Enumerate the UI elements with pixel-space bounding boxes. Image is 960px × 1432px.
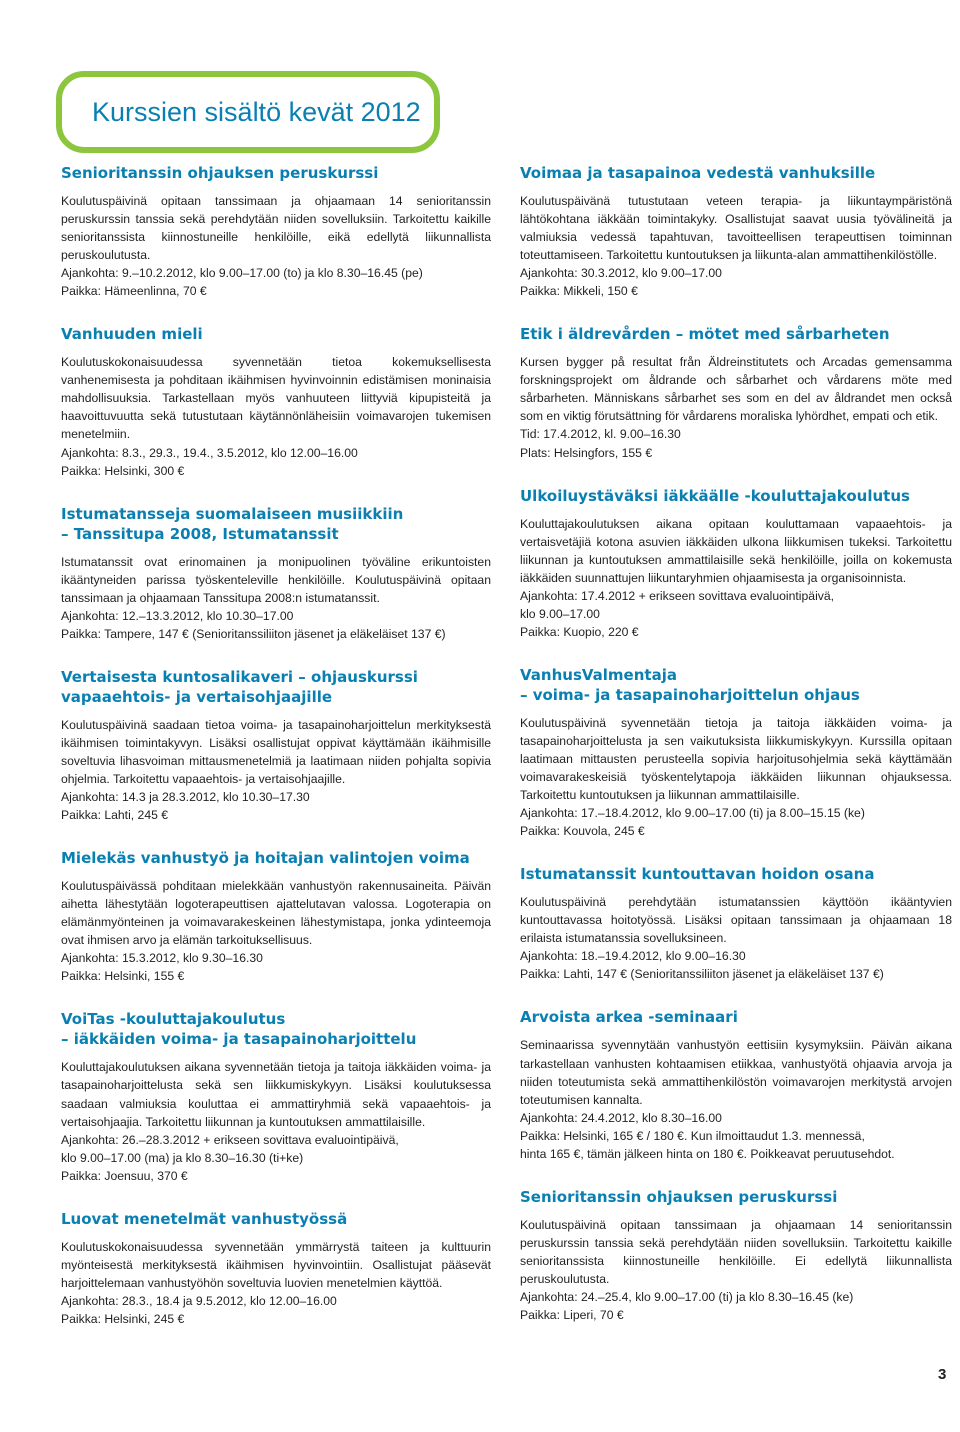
course-heading-line: – voima- ja tasapainoharjoittelun ohjaus bbox=[520, 685, 860, 704]
course-heading bbox=[520, 864, 952, 884]
course-heading-line: Etik i äldrevården – mötet med sårbarheten bbox=[520, 325, 890, 344]
title-box bbox=[56, 71, 440, 153]
course-section bbox=[520, 163, 952, 300]
course-description: Koulutuspäivinä saadaan tietoa voima- ja tasapainoharjoittelun merkityksestä ikäihmisen toimintakyvyn. Lisäksi osallistujat oppivat käyttämään ikäihmisille soveltuvia lihasvoiman mittausmenetelmiä ja laatimaan niiden pohjalta sopivia ohjelmia. Tarkoitettu vapaaehtois- ja vertaisohjaajille. bbox=[61, 717, 491, 786]
course-detail: Paikka: Hämeenlinna, 70 € bbox=[61, 284, 207, 299]
course-section bbox=[520, 1007, 952, 1162]
course-heading-line: Senioritanssin ohjauksen peruskurssi bbox=[61, 164, 379, 182]
page-title: Kurssien sisältö kevät 2012 bbox=[92, 97, 421, 127]
course-detail: Ajankohta: 24.4.2012, klo 8.30–16.00 bbox=[520, 1110, 722, 1125]
course-heading bbox=[61, 667, 491, 707]
course-heading bbox=[520, 1007, 952, 1027]
course-detail: Ajankohta: 8.3., 29.3., 19.4., 3.5.2012, klo 12.00–16.00 bbox=[61, 445, 358, 460]
course-heading bbox=[61, 504, 491, 544]
course-heading bbox=[61, 324, 491, 344]
course-detail: Ajankohta: 9.–10.2.2012, klo 9.00–17.00 (to) ja klo 8.30–16.45 (pe) bbox=[61, 266, 423, 281]
course-section bbox=[61, 324, 491, 479]
course-section bbox=[61, 504, 491, 643]
course-detail: Paikka: Liperi, 70 € bbox=[520, 1308, 624, 1323]
course-heading-line: Ulkoiluystäväksi iäkkäälle -kouluttajakoulutus bbox=[520, 486, 910, 505]
course-detail: Paikka: Helsinki, 245 € bbox=[61, 1311, 185, 1326]
course-detail: Paikka: Lahti, 245 € bbox=[61, 808, 169, 823]
course-heading-line: Vertaisesta kuntosalikaveri – ohjauskurssi bbox=[61, 667, 418, 686]
course-detail: Ajankohta: 26.–28.3.2012 + erikseen sovittava evaluointipäivä, bbox=[61, 1132, 399, 1147]
course-detail: Ajankohta: 30.3.2012, klo 9.00–17.00 bbox=[520, 266, 722, 281]
course-section bbox=[520, 324, 952, 461]
course-description: Koulutuspäivinä syvennetään tietoja ja taitoja iäkkäiden voima- ja tasapainoharjoittelusta ja sen vaikutuksista liikkumiskykyyn. Kurssilla opitaan laatimaan mittausten perusteella sopivia harjoitusohjelmia sekä käyttämään voimavarakeskeisiä työskentelytapoja iäkkäiden liikunnan ohjauksessa. Tarkoitettu kuntoutuksen ja liikunnan ammattilaisille. bbox=[520, 715, 952, 803]
course-section bbox=[520, 665, 952, 840]
course-heading bbox=[520, 665, 952, 705]
course-heading bbox=[61, 1009, 491, 1049]
course-detail: Paikka: Lahti, 147 € (Senioritanssiliiton jäsenet ja eläkeläiset 137 €) bbox=[520, 967, 884, 982]
course-detail: Paikka: Joensuu, 370 € bbox=[61, 1168, 188, 1183]
course-detail: Ajankohta: 18.–19.4.2012, klo 9.00–16.30 bbox=[520, 949, 746, 964]
course-detail: Ajankohta: 28.3., 18.4 ja 9.5.2012, klo 12.00–16.00 bbox=[61, 1293, 337, 1308]
course-heading-line: Istumatansseja suomalaiseen musiikkiin bbox=[61, 504, 404, 523]
course-detail: Paikka: Helsinki, 300 € bbox=[61, 463, 185, 478]
course-section bbox=[520, 864, 952, 983]
course-section bbox=[61, 1209, 491, 1328]
course-section bbox=[520, 1187, 952, 1324]
course-heading-line: vapaaehtois- ja vertaisohjaajille bbox=[61, 687, 333, 706]
course-description: Koulutuskokonaisuudessa syvennetään tietoa kokemuksellisesta vanhenemisesta ja pohditaan ikäihmisen hyvinvoinnin edistämisen moninaisia mahdollisuuksia. Tarkastellaan myös vanhuuteen liittyviä kipupisteitä ja haavoittuvuutta sekä tutustutaan käytännönläheisiin voimavarojen tukemisen menetelmiin. bbox=[61, 355, 491, 442]
course-heading-line: VoiTas -kouluttajakoulutus bbox=[61, 1010, 286, 1029]
course-heading-line: Mielekäs vanhustyö ja hoitajan valintojen voima bbox=[61, 849, 470, 868]
course-detail: Ajankohta: 17.4.2012 + erikseen sovittava evaluointipäivä, bbox=[520, 588, 835, 603]
course-description: Koulutuspäivinä opitaan tanssimaan ja ohjaamaan 14 senioritanssin peruskurssin tanssia sekä perehdytään niiden sovelluksiin. Tarkoitettu kaikille senioritanssista kiinnostuneille henkilöille. Ei edellytä liikunnallista peruskoulutusta. bbox=[520, 1217, 952, 1286]
course-description: Seminaarissa syvennytään vanhustyön eettisiin kysymyksiin. Päivän aikana tarkastellaan vanhusten kohtaamisen etiikkaa, vanhustyötä ohjaavia arvoja ja niiden toteutumista sekä ammattihenkilöstön voimavarojen merkitystä arvojen toteutumisen kannalta. bbox=[520, 1038, 952, 1107]
right-column bbox=[520, 163, 952, 1348]
course-detail: Ajankohta: 17.–18.4.2012, klo 9.00–17.00 (ti) ja 8.00–15.15 (ke) bbox=[520, 806, 865, 821]
course-detail: Paikka: Kouvola, 245 € bbox=[520, 824, 645, 839]
course-detail: Ajankohta: 24.–25.4, klo 9.00–17.00 (ti) ja klo 8.30–16.45 (ke) bbox=[520, 1289, 854, 1304]
course-description: Koulutuspäivinä opitaan tanssimaan ja ohjaamaan 14 senioritanssin peruskurssin tanssia sekä perehdytään niiden sovelluksiin. Tarkoitettu kaikille senioritanssista kiinnostuneille henkilöille, eikä edellytä liikunnallista peruskoulutusta. bbox=[61, 194, 491, 263]
course-heading-line: Vanhuuden mieli bbox=[61, 325, 203, 344]
course-heading-line: Voimaa ja tasapainoa vedestä vanhuksille bbox=[520, 164, 876, 182]
course-detail: Paikka: Helsinki, 165 € / 180 €. Kun ilmoittaudut 1.3. mennessä, bbox=[520, 1128, 865, 1143]
page-number: 3 bbox=[938, 1366, 947, 1383]
course-heading bbox=[520, 163, 952, 183]
course-section bbox=[61, 848, 491, 985]
course-heading-line: VanhusValmentaja bbox=[520, 665, 677, 684]
course-section bbox=[61, 667, 491, 824]
course-description: Koulutuspäivinä perehdytään istumatanssien käyttöön ikääntyvien kuntouttavassa hoitotyössä. Lisäksi opitaan tanssimaan ja ohjaamaan 18 erilaista istumatanssia sovelluksineen. bbox=[520, 895, 952, 946]
course-description: Koulutuspäivänä tutustutaan veteen terapia- ja liikuntaympäristönä lähtökohtana iäkkään toimintakyky. Osallistujat saavat uusia työvälineitä ja valmiuksia vedessä tapahtuvan, tavoitteellisen terapeuttisen toiminnan toteuttamiseen. Tarkoitettu kuntoutuksen ja liikunta-alan ammattihenkilöstölle. bbox=[520, 194, 952, 263]
course-heading bbox=[61, 848, 491, 868]
course-detail: klo 9.00–17.00 bbox=[520, 606, 600, 621]
course-description: Kursen bygger på resultat från Äldreinstitutets och Arcadas gemensamma forskningsprojekt om åldrande och sårbarhet och vårdarens möte med sårbarheten. Människans sårbarhet ses som en del av åldrandet men också som en viktig förutsättning för vårdarens moraliska lyhördhet, empati och etik. bbox=[520, 355, 952, 424]
course-detail: klo 9.00–17.00 (ma) ja klo 8.30–16.30 (ti+ke) bbox=[61, 1150, 304, 1165]
course-heading bbox=[61, 1209, 491, 1229]
course-detail: Paikka: Kuopio, 220 € bbox=[520, 624, 639, 639]
course-section bbox=[520, 486, 952, 641]
course-heading-line: Arvoista arkea -seminaari bbox=[520, 1008, 738, 1027]
course-detail: Plats: Helsingfors, 155 € bbox=[520, 445, 653, 460]
course-detail: Ajankohta: 14.3 ja 28.3.2012, klo 10.30–17.30 bbox=[61, 790, 310, 805]
course-heading bbox=[61, 163, 491, 183]
course-description: Koulutuspäivässä pohditaan mielekkään vanhustyön rakennusaineita. Päivän aihetta lähestytään logoterapeuttisen ajattelutavan valossa. Logoterapia on elämänmyönteinen ja voimavarakeskeinen lähestymistapa, jonka ydinteemoja ovat ihmisen arvo ja elämän tarkoituksellisuus. bbox=[61, 879, 491, 948]
course-heading-line: – Tanssitupa 2008, Istumatanssit bbox=[61, 524, 339, 543]
course-heading-line: Luovat menetelmät vanhustyössä bbox=[61, 1209, 348, 1228]
course-heading-line: – iäkkäiden voima- ja tasapainoharjoittelu bbox=[61, 1030, 417, 1049]
course-section bbox=[61, 163, 491, 300]
course-heading bbox=[520, 486, 952, 506]
course-description: Kouluttajakoulutuksen aikana syvennetään tietoja ja taitoja iäkkäiden voima- ja tasapainoharjoittelusta sekä sen liikkumiskykyyn. Lisäksi koulutuksessa saadaan valmiuksia kouluttaa ei ammattiryhmiä sekä vapaaehtois- ja vertaisohjaajia. Tarkoitettu liikunnan ja kuntoutuksen ammattilaisille. bbox=[61, 1060, 491, 1129]
course-section bbox=[61, 1009, 491, 1184]
course-heading bbox=[520, 1187, 952, 1207]
course-detail: Paikka: Helsinki, 155 € bbox=[61, 969, 185, 984]
course-description: Kouluttajakoulutuksen aikana opitaan kouluttamaan vapaaehtois- ja vertaisvetäjiä kotona asuvien iäkkäiden ulkona liikkumisen tukeksi. Tarkoitettu liikunnan ja kuntoutuksen ammattilaisille sekä henkilöille, joilla on kokemusta iäkkäiden suunnattujen liikuntaryhmien ohjaamisesta ja organisoinnista. bbox=[520, 516, 952, 585]
course-detail: Paikka: Tampere, 147 € (Senioritanssiliiton jäsenet ja eläkeläiset 137 €) bbox=[61, 626, 446, 641]
course-detail: Paikka: Mikkeli, 150 € bbox=[520, 284, 638, 299]
course-heading-line: Istumatanssit kuntouttavan hoidon osana bbox=[520, 865, 875, 884]
course-heading-line: Senioritanssin ohjauksen peruskurssi bbox=[520, 1187, 838, 1206]
left-column bbox=[61, 163, 491, 1352]
course-detail: hinta 165 €, tämän jälkeen hinta on 180 €. Poikkeavat peruutusehdot. bbox=[520, 1146, 895, 1161]
course-description: Istumatanssit ovat erinomainen ja monipuolinen työväline erikuntoisten ikääntyneiden parissa työskenteleville henkilöille. Koulutuspäivinä opitaan tanssimaan ja ohjaamaan Tanssitupa 2008:n istumatanssit. bbox=[61, 554, 491, 605]
course-detail: Ajankohta: 12.–13.3.2012, klo 10.30–17.00 bbox=[61, 608, 294, 623]
course-detail: Ajankohta: 15.3.2012, klo 9.30–16.30 bbox=[61, 951, 263, 966]
course-detail: Tid: 17.4.2012, kl. 9.00–16.30 bbox=[520, 427, 681, 442]
course-heading bbox=[520, 324, 952, 344]
course-description: Koulutuskokonaisuudessa syvennetään ymmärrystä taiteen ja kulttuurin myönteisestä merkityksestä ikäihmisen hyvinvointiin. Osallistujat pääsevät harjoittelemaan vanhustyöhön soveltuvia luovien menetelmien käyttöä. bbox=[61, 1239, 491, 1290]
